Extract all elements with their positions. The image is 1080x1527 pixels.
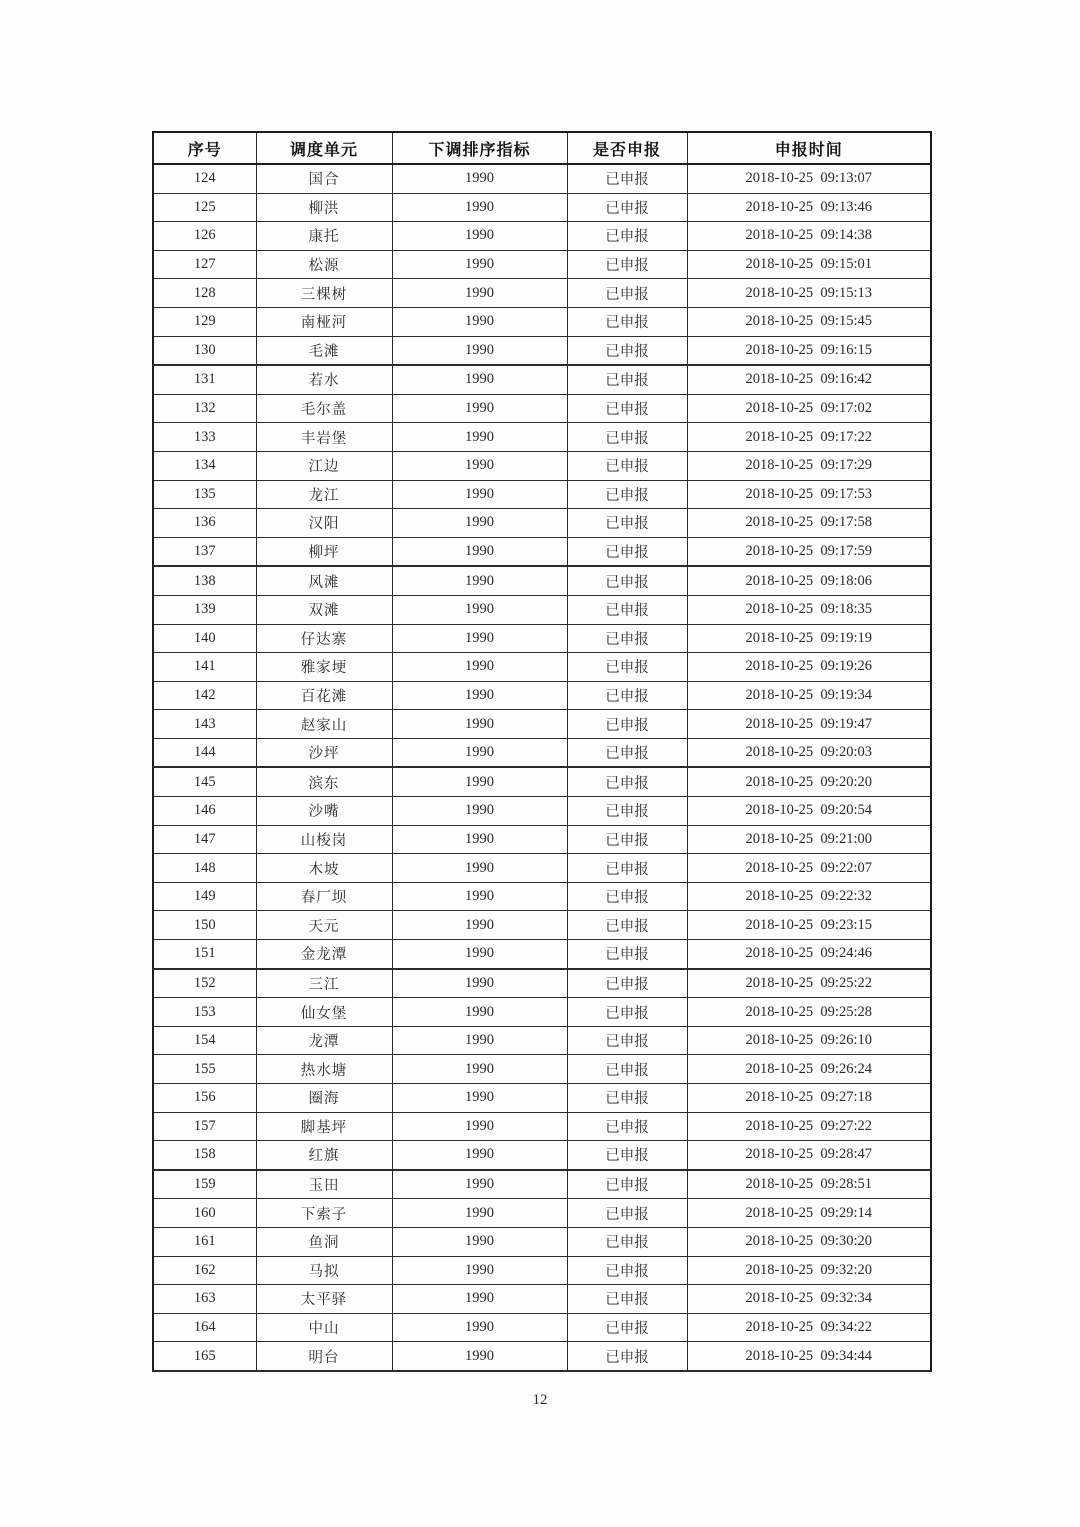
cell-declared: 已申报	[567, 1285, 687, 1314]
cell-index: 1990	[392, 911, 567, 940]
page-number: 12	[532, 1392, 548, 1408]
cell-unit: 赵家山	[256, 710, 392, 739]
cell-index: 1990	[392, 1055, 567, 1084]
cell-index: 1990	[392, 509, 567, 538]
cell-index: 1990	[392, 336, 567, 365]
cell-seq: 154	[153, 1026, 256, 1055]
cell-declared: 已申报	[567, 1227, 687, 1256]
cell-time: 2018-10-25 09:34:22	[687, 1313, 931, 1342]
cell-declared: 已申报	[567, 825, 687, 854]
table-row	[153, 940, 931, 969]
col-header-declared: 是否申报	[567, 132, 687, 164]
col-header-unit: 调度单元	[256, 132, 392, 164]
cell-unit: 中山	[256, 1313, 392, 1342]
cell-unit: 百花滩	[256, 681, 392, 710]
col-header-seq: 序号	[153, 132, 256, 164]
cell-unit: 龙潭	[256, 1026, 392, 1055]
table-row	[153, 480, 931, 509]
cell-time: 2018-10-25 09:20:20	[687, 767, 931, 796]
cell-index: 1990	[392, 250, 567, 279]
cell-seq: 156	[153, 1084, 256, 1113]
cell-seq: 146	[153, 797, 256, 826]
cell-seq: 137	[153, 537, 256, 566]
cell-time: 2018-10-25 09:16:42	[687, 365, 931, 394]
cell-time: 2018-10-25 09:25:28	[687, 998, 931, 1027]
cell-time: 2018-10-25 09:29:14	[687, 1199, 931, 1228]
cell-time: 2018-10-25 09:20:54	[687, 797, 931, 826]
cell-seq: 145	[153, 767, 256, 796]
cell-time: 2018-10-25 09:17:53	[687, 480, 931, 509]
table-row	[153, 222, 931, 251]
cell-time: 2018-10-25 09:13:07	[687, 164, 931, 193]
cell-time: 2018-10-25 09:21:00	[687, 825, 931, 854]
cell-declared: 已申报	[567, 595, 687, 624]
table-row	[153, 1026, 931, 1055]
cell-time: 2018-10-25 09:17:59	[687, 537, 931, 566]
cell-declared: 已申报	[567, 193, 687, 222]
cell-unit: 太平驿	[256, 1285, 392, 1314]
cell-time: 2018-10-25 09:24:46	[687, 940, 931, 969]
cell-seq: 125	[153, 193, 256, 222]
cell-declared: 已申报	[567, 797, 687, 826]
cell-index: 1990	[392, 1112, 567, 1141]
cell-time: 2018-10-25 09:18:06	[687, 566, 931, 595]
cell-declared: 已申报	[567, 653, 687, 682]
cell-time: 2018-10-25 09:32:20	[687, 1256, 931, 1285]
cell-seq: 141	[153, 653, 256, 682]
table-row	[153, 595, 931, 624]
table-row	[153, 1084, 931, 1113]
cell-unit: 双滩	[256, 595, 392, 624]
cell-time: 2018-10-25 09:30:20	[687, 1227, 931, 1256]
cell-index: 1990	[392, 1256, 567, 1285]
table-row	[153, 969, 931, 998]
cell-index: 1990	[392, 480, 567, 509]
cell-unit: 木坡	[256, 854, 392, 883]
col-header-time: 申报时间	[687, 132, 931, 164]
cell-index: 1990	[392, 624, 567, 653]
table-row	[153, 653, 931, 682]
cell-index: 1990	[392, 825, 567, 854]
cell-declared: 已申报	[567, 1084, 687, 1113]
cell-index: 1990	[392, 1342, 567, 1371]
cell-declared: 已申报	[567, 1112, 687, 1141]
cell-index: 1990	[392, 797, 567, 826]
cell-unit: 江边	[256, 451, 392, 480]
cell-seq: 133	[153, 423, 256, 452]
cell-declared: 已申报	[567, 1313, 687, 1342]
table-row	[153, 307, 931, 336]
cell-index: 1990	[392, 451, 567, 480]
cell-declared: 已申报	[567, 738, 687, 767]
cell-index: 1990	[392, 193, 567, 222]
table-row	[153, 1313, 931, 1342]
table-row	[153, 738, 931, 767]
cell-index: 1990	[392, 882, 567, 911]
cell-unit: 国合	[256, 164, 392, 193]
cell-index: 1990	[392, 681, 567, 710]
cell-seq: 135	[153, 480, 256, 509]
cell-seq: 136	[153, 509, 256, 538]
cell-seq: 150	[153, 911, 256, 940]
table-row	[153, 1285, 931, 1314]
cell-index: 1990	[392, 1285, 567, 1314]
cell-time: 2018-10-25 09:22:07	[687, 854, 931, 883]
table-row	[153, 164, 931, 193]
cell-index: 1990	[392, 566, 567, 595]
cell-time: 2018-10-25 09:19:19	[687, 624, 931, 653]
cell-time: 2018-10-25 09:28:51	[687, 1170, 931, 1199]
cell-unit: 红旗	[256, 1141, 392, 1170]
cell-declared: 已申报	[567, 1055, 687, 1084]
cell-seq: 138	[153, 566, 256, 595]
cell-unit: 沙嘴	[256, 797, 392, 826]
table-row	[153, 797, 931, 826]
cell-time: 2018-10-25 09:26:24	[687, 1055, 931, 1084]
cell-declared: 已申报	[567, 911, 687, 940]
cell-declared: 已申报	[567, 710, 687, 739]
cell-index: 1990	[392, 1170, 567, 1199]
cell-declared: 已申报	[567, 882, 687, 911]
cell-seq: 161	[153, 1227, 256, 1256]
table-row	[153, 1256, 931, 1285]
table-row	[153, 1342, 931, 1371]
cell-seq: 148	[153, 854, 256, 883]
cell-declared: 已申报	[567, 365, 687, 394]
table-row	[153, 423, 931, 452]
cell-unit: 丰岩堡	[256, 423, 392, 452]
cell-unit: 康托	[256, 222, 392, 251]
cell-seq: 157	[153, 1112, 256, 1141]
table-row	[153, 365, 931, 394]
cell-time: 2018-10-25 09:25:22	[687, 969, 931, 998]
table-row	[153, 509, 931, 538]
cell-declared: 已申报	[567, 1141, 687, 1170]
table-row	[153, 1199, 931, 1228]
cell-unit: 雅家埂	[256, 653, 392, 682]
table-row	[153, 451, 931, 480]
cell-declared: 已申报	[567, 1199, 687, 1228]
cell-unit: 圈海	[256, 1084, 392, 1113]
cell-time: 2018-10-25 09:17:29	[687, 451, 931, 480]
table-row	[153, 336, 931, 365]
cell-index: 1990	[392, 653, 567, 682]
cell-index: 1990	[392, 537, 567, 566]
cell-unit: 热水塘	[256, 1055, 392, 1084]
cell-seq: 162	[153, 1256, 256, 1285]
table-row	[153, 1055, 931, 1084]
cell-unit: 下索子	[256, 1199, 392, 1228]
cell-index: 1990	[392, 738, 567, 767]
cell-seq: 144	[153, 738, 256, 767]
cell-unit: 毛滩	[256, 336, 392, 365]
cell-unit: 脚基坪	[256, 1112, 392, 1141]
cell-declared: 已申报	[567, 998, 687, 1027]
table-row	[153, 193, 931, 222]
cell-seq: 131	[153, 365, 256, 394]
table-row	[153, 394, 931, 423]
cell-unit: 若水	[256, 365, 392, 394]
cell-index: 1990	[392, 1313, 567, 1342]
cell-declared: 已申报	[567, 854, 687, 883]
cell-index: 1990	[392, 279, 567, 308]
table-row	[153, 710, 931, 739]
cell-declared: 已申报	[567, 423, 687, 452]
cell-seq: 164	[153, 1313, 256, 1342]
table-row	[153, 911, 931, 940]
cell-unit: 山梭岗	[256, 825, 392, 854]
cell-time: 2018-10-25 09:28:47	[687, 1141, 931, 1170]
cell-time: 2018-10-25 09:17:02	[687, 394, 931, 423]
cell-seq: 160	[153, 1199, 256, 1228]
cell-unit: 汉阳	[256, 509, 392, 538]
cell-unit: 南桠河	[256, 307, 392, 336]
cell-declared: 已申报	[567, 1170, 687, 1199]
cell-index: 1990	[392, 164, 567, 193]
cell-declared: 已申报	[567, 164, 687, 193]
cell-declared: 已申报	[567, 969, 687, 998]
declaration-table	[152, 131, 932, 1372]
cell-index: 1990	[392, 1026, 567, 1055]
cell-seq: 149	[153, 882, 256, 911]
cell-index: 1990	[392, 307, 567, 336]
cell-seq: 153	[153, 998, 256, 1027]
cell-time: 2018-10-25 09:27:18	[687, 1084, 931, 1113]
cell-seq: 143	[153, 710, 256, 739]
table-row	[153, 537, 931, 566]
cell-seq: 155	[153, 1055, 256, 1084]
cell-unit: 滨东	[256, 767, 392, 796]
table-row	[153, 250, 931, 279]
cell-index: 1990	[392, 1084, 567, 1113]
cell-declared: 已申报	[567, 480, 687, 509]
cell-time: 2018-10-25 09:26:10	[687, 1026, 931, 1055]
cell-declared: 已申报	[567, 394, 687, 423]
cell-unit: 松源	[256, 250, 392, 279]
cell-seq: 134	[153, 451, 256, 480]
col-header-index: 下调排序指标	[392, 132, 567, 164]
table-row	[153, 1227, 931, 1256]
cell-index: 1990	[392, 394, 567, 423]
cell-seq: 130	[153, 336, 256, 365]
cell-declared: 已申报	[567, 451, 687, 480]
cell-seq: 132	[153, 394, 256, 423]
cell-unit: 明台	[256, 1342, 392, 1371]
cell-unit: 柳坪	[256, 537, 392, 566]
cell-seq: 147	[153, 825, 256, 854]
cell-index: 1990	[392, 969, 567, 998]
cell-seq: 124	[153, 164, 256, 193]
cell-unit: 三江	[256, 969, 392, 998]
cell-seq: 140	[153, 624, 256, 653]
cell-unit: 马拟	[256, 1256, 392, 1285]
table-row	[153, 854, 931, 883]
cell-declared: 已申报	[567, 940, 687, 969]
table-row	[153, 624, 931, 653]
table-row	[153, 1112, 931, 1141]
table-row	[153, 767, 931, 796]
cell-time: 2018-10-25 09:17:22	[687, 423, 931, 452]
cell-seq: 126	[153, 222, 256, 251]
cell-time: 2018-10-25 09:23:15	[687, 911, 931, 940]
cell-unit: 仙女堡	[256, 998, 392, 1027]
cell-seq: 129	[153, 307, 256, 336]
cell-declared: 已申报	[567, 336, 687, 365]
cell-index: 1990	[392, 998, 567, 1027]
cell-unit: 风滩	[256, 566, 392, 595]
cell-unit: 柳洪	[256, 193, 392, 222]
cell-seq: 139	[153, 595, 256, 624]
cell-declared: 已申报	[567, 767, 687, 796]
cell-index: 1990	[392, 1199, 567, 1228]
cell-time: 2018-10-25 09:15:13	[687, 279, 931, 308]
table-row	[153, 998, 931, 1027]
cell-seq: 128	[153, 279, 256, 308]
cell-index: 1990	[392, 940, 567, 969]
cell-index: 1990	[392, 365, 567, 394]
cell-index: 1990	[392, 854, 567, 883]
cell-unit: 金龙潭	[256, 940, 392, 969]
cell-unit: 龙江	[256, 480, 392, 509]
cell-time: 2018-10-25 09:34:44	[687, 1342, 931, 1371]
header-row	[153, 132, 931, 164]
table-row	[153, 566, 931, 595]
table-row	[153, 882, 931, 911]
cell-time: 2018-10-25 09:27:22	[687, 1112, 931, 1141]
cell-unit: 沙坪	[256, 738, 392, 767]
cell-time: 2018-10-25 09:13:46	[687, 193, 931, 222]
cell-seq: 152	[153, 969, 256, 998]
cell-index: 1990	[392, 423, 567, 452]
cell-unit: 鱼洞	[256, 1227, 392, 1256]
cell-declared: 已申报	[567, 279, 687, 308]
table-row	[153, 1141, 931, 1170]
cell-time: 2018-10-25 09:32:34	[687, 1285, 931, 1314]
cell-seq: 163	[153, 1285, 256, 1314]
cell-declared: 已申报	[567, 509, 687, 538]
table-row	[153, 681, 931, 710]
cell-time: 2018-10-25 09:14:38	[687, 222, 931, 251]
cell-time: 2018-10-25 09:17:58	[687, 509, 931, 538]
cell-seq: 127	[153, 250, 256, 279]
cell-seq: 165	[153, 1342, 256, 1371]
table-row	[153, 1170, 931, 1199]
cell-index: 1990	[392, 767, 567, 796]
cell-index: 1990	[392, 1227, 567, 1256]
cell-declared: 已申报	[567, 537, 687, 566]
cell-time: 2018-10-25 09:16:15	[687, 336, 931, 365]
cell-declared: 已申报	[567, 566, 687, 595]
cell-declared: 已申报	[567, 307, 687, 336]
cell-declared: 已申报	[567, 222, 687, 251]
cell-time: 2018-10-25 09:15:01	[687, 250, 931, 279]
cell-seq: 158	[153, 1141, 256, 1170]
cell-unit: 仔达寨	[256, 624, 392, 653]
cell-unit: 三棵树	[256, 279, 392, 308]
cell-time: 2018-10-25 09:20:03	[687, 738, 931, 767]
cell-unit: 玉田	[256, 1170, 392, 1199]
cell-declared: 已申报	[567, 1342, 687, 1371]
cell-unit: 毛尔盖	[256, 394, 392, 423]
cell-index: 1990	[392, 595, 567, 624]
cell-index: 1990	[392, 222, 567, 251]
cell-time: 2018-10-25 09:15:45	[687, 307, 931, 336]
cell-time: 2018-10-25 09:18:35	[687, 595, 931, 624]
cell-declared: 已申报	[567, 250, 687, 279]
cell-declared: 已申报	[567, 1256, 687, 1285]
cell-declared: 已申报	[567, 624, 687, 653]
table-row	[153, 825, 931, 854]
cell-index: 1990	[392, 710, 567, 739]
cell-declared: 已申报	[567, 1026, 687, 1055]
cell-seq: 151	[153, 940, 256, 969]
cell-seq: 159	[153, 1170, 256, 1199]
cell-time: 2018-10-25 09:19:26	[687, 653, 931, 682]
cell-unit: 春厂坝	[256, 882, 392, 911]
cell-index: 1990	[392, 1141, 567, 1170]
cell-declared: 已申报	[567, 681, 687, 710]
cell-time: 2018-10-25 09:19:34	[687, 681, 931, 710]
cell-unit: 天元	[256, 911, 392, 940]
cell-seq: 142	[153, 681, 256, 710]
cell-time: 2018-10-25 09:19:47	[687, 710, 931, 739]
table-row	[153, 279, 931, 308]
cell-time: 2018-10-25 09:22:32	[687, 882, 931, 911]
